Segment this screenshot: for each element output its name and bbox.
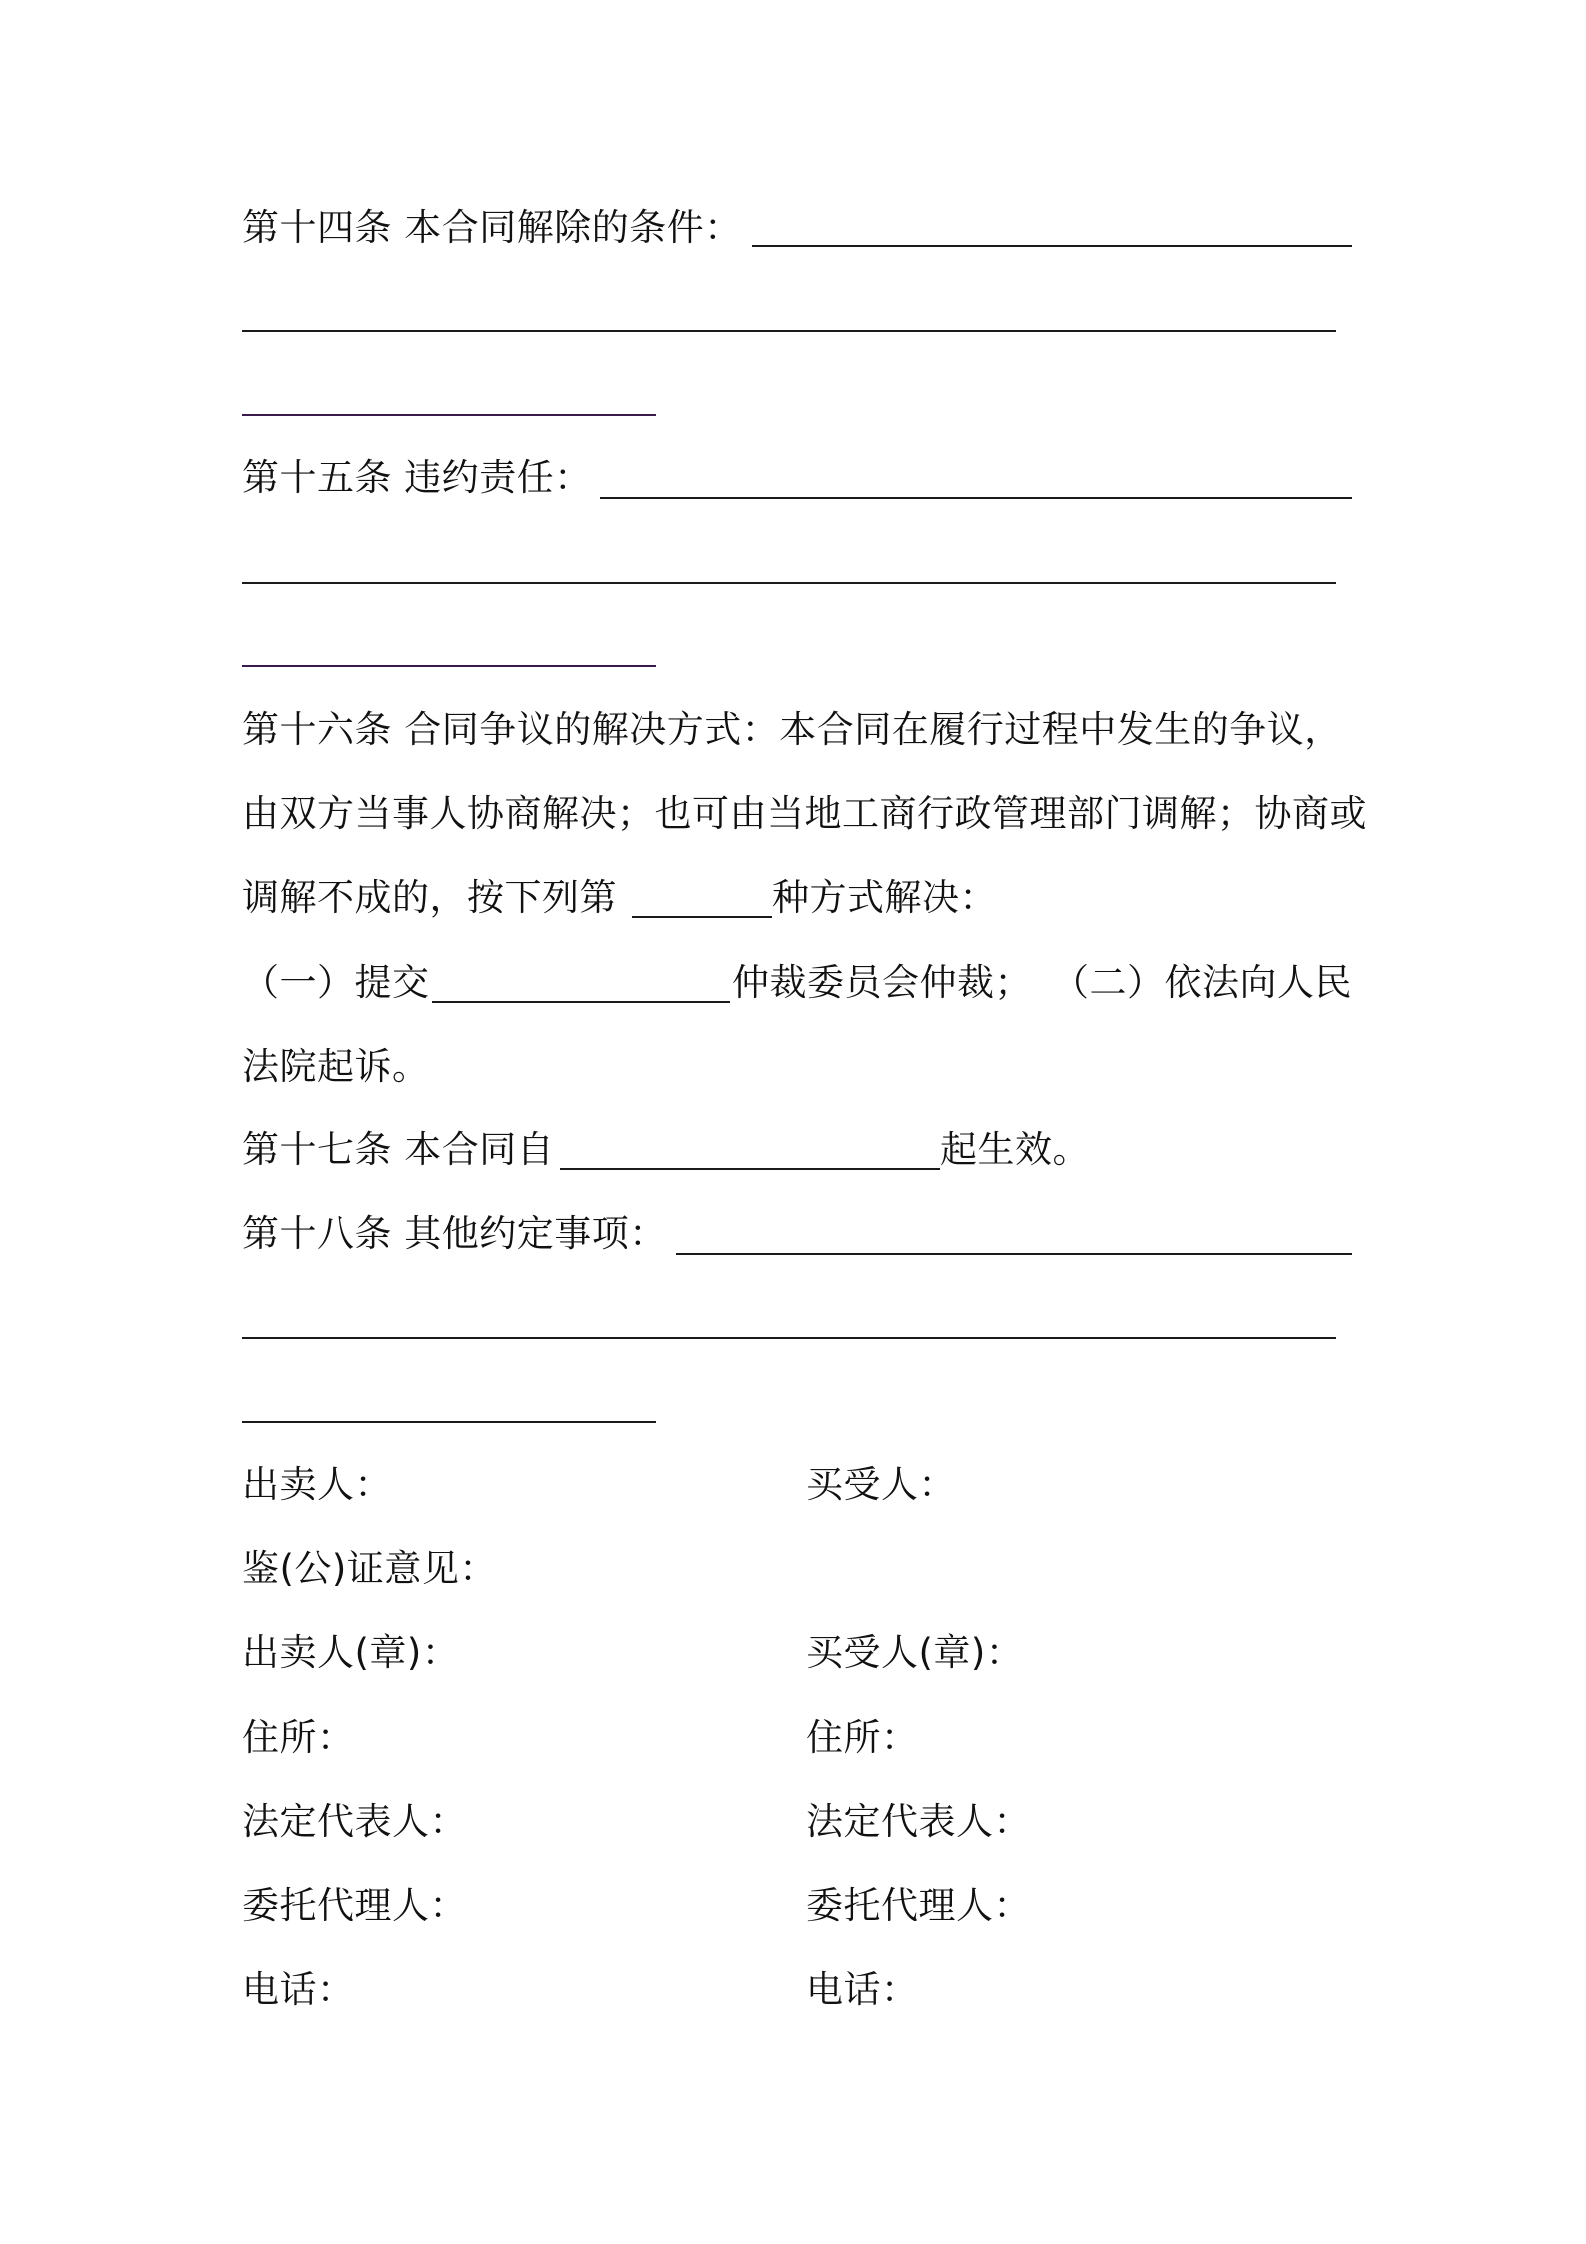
seller-address-label: 住所： [242,1716,355,1759]
article-17-label-start: 第十七条 本合同自 [242,1128,555,1171]
article-16-line-5: 法院起诉。 [242,1045,430,1088]
article-17-date-blank[interactable] [560,1168,940,1170]
article-18-label: 第十八条 其他约定事项： [242,1212,667,1255]
buyer-agent-label: 委托代理人： [806,1884,1031,1927]
article-18-blank-3[interactable] [242,1421,656,1423]
article-15-blank-1[interactable] [600,497,1352,499]
buyer-phone-label: 电话： [806,1968,919,2011]
article-16-option-2: （二）依法向人民 [1052,961,1352,1004]
seller-agent-label: 委托代理人： [242,1884,467,1927]
article-16-option-1-end: 仲裁委员会仲裁； [732,961,1032,1004]
article-14-blank-1[interactable] [752,245,1352,247]
buyer-address-label: 住所： [806,1716,919,1759]
seller-seal-label: 出卖人(章)： [242,1631,460,1674]
article-18-blank-2[interactable] [242,1337,1336,1339]
notary-opinion-label: 鉴(公)证意见： [242,1547,497,1590]
article-14-blank-2[interactable] [242,330,1336,332]
article-15-blank-3[interactable] [242,665,656,667]
article-15-blank-2[interactable] [242,582,1336,584]
article-16-method-blank[interactable] [632,916,772,918]
article-16-arbitration-blank[interactable] [432,1001,730,1003]
article-16-option-1-start: （一）提交 [242,961,430,1004]
buyer-legal-rep-label: 法定代表人： [806,1800,1031,1843]
seller-legal-rep-label: 法定代表人： [242,1800,467,1843]
article-15-label: 第十五条 违约责任： [242,456,592,499]
article-16-line-1: 第十六条 合同争议的解决方式：本合同在履行过程中发生的争议， [242,708,1342,751]
article-16-line-3-end: 种方式解决： [772,876,997,919]
article-16-line-2: 由双方当事人协商解决；也可由当地工商行政管理部门调解；协商或 [242,792,1367,835]
seller-label: 出卖人： [242,1463,392,1506]
article-17-label-end: 起生效。 [940,1128,1090,1171]
buyer-seal-label: 买受人(章)： [806,1631,1024,1674]
article-14-label: 第十四条 本合同解除的条件： [242,206,742,249]
article-16-line-3-start: 调解不成的，按下列第 [242,876,617,919]
seller-phone-label: 电话： [242,1968,355,2011]
article-18-blank-1[interactable] [676,1253,1352,1255]
buyer-label: 买受人： [806,1463,956,1506]
article-14-blank-3[interactable] [242,414,656,416]
